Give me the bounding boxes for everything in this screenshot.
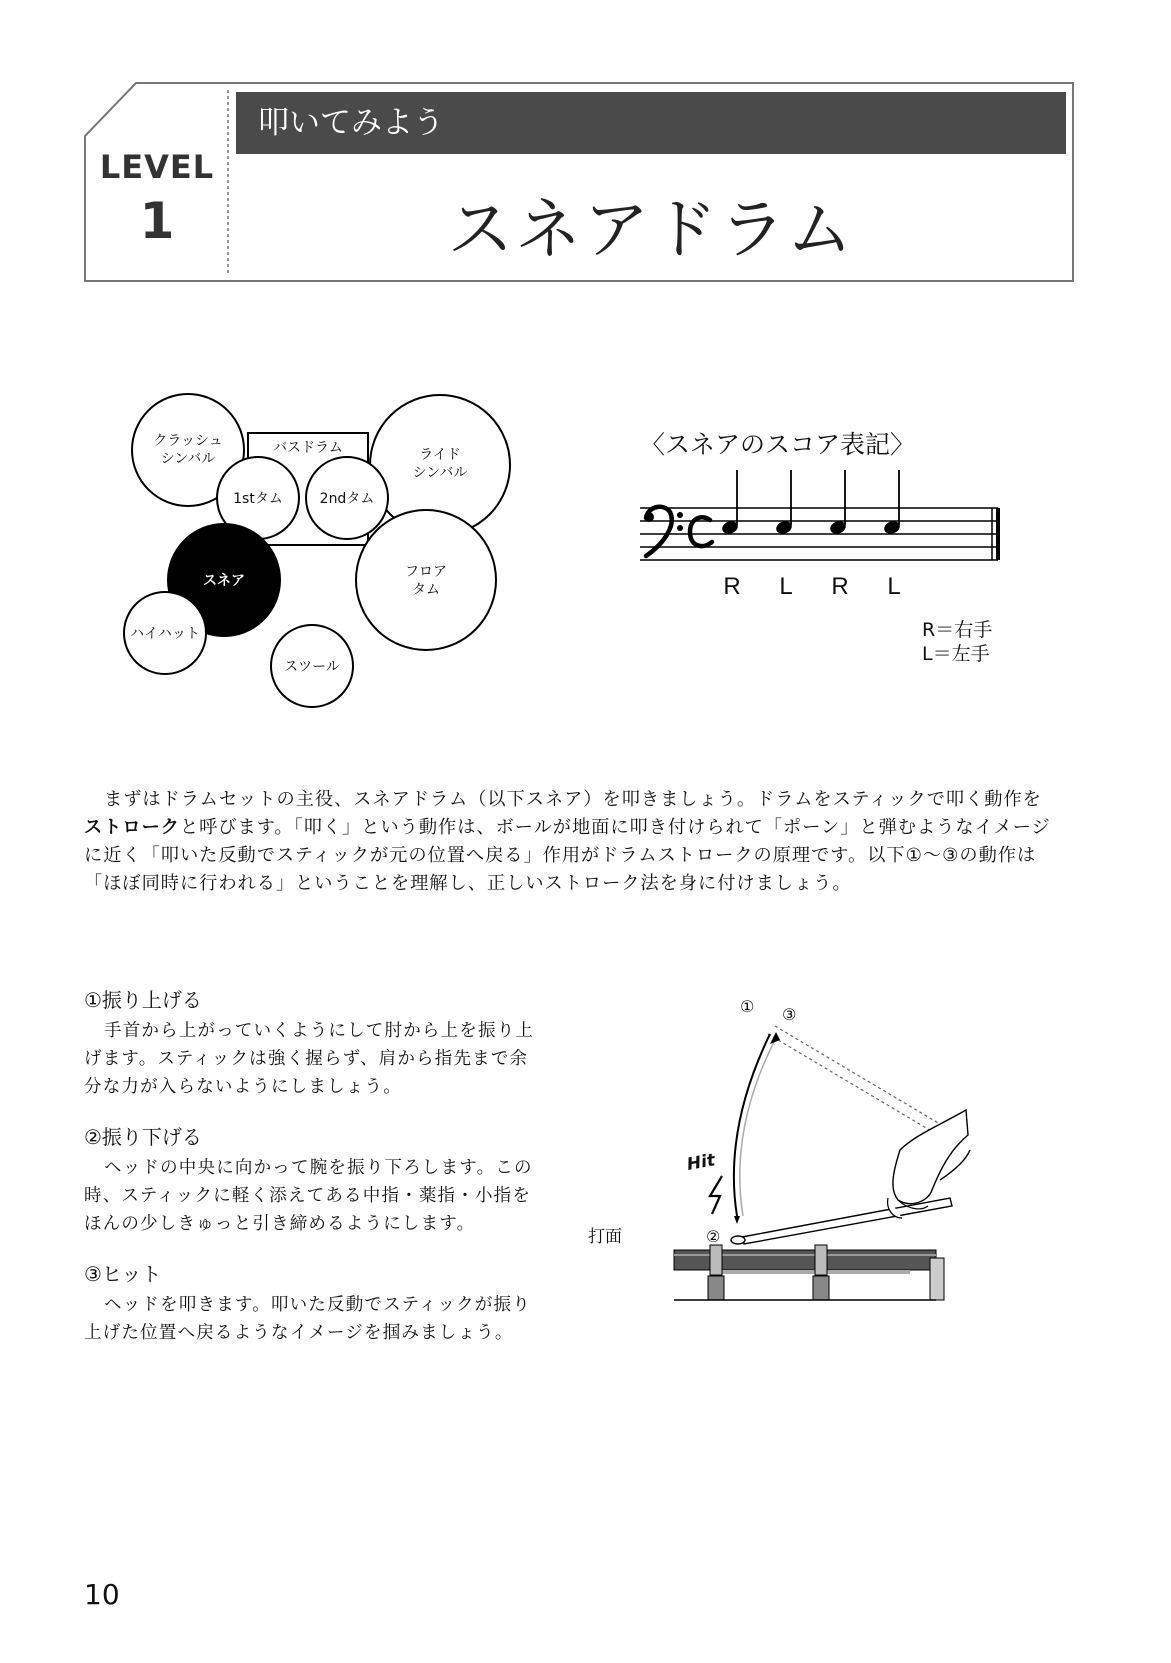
note-1 — [720, 470, 739, 536]
page-number: 10 — [84, 1578, 120, 1611]
sticking-1: R — [723, 573, 741, 600]
intro-bold-term: ストローク — [84, 817, 180, 838]
level-label: LEVEL — [99, 148, 215, 186]
step-hit — [84, 1258, 564, 1347]
intro-paragraph — [84, 786, 1074, 898]
step-text: ヘッドを叩きます。叩いた反動でスティックが振り — [104, 1295, 531, 1315]
crash-label-1: クラッシュ — [153, 433, 223, 449]
crash-label-2: シンバル — [160, 451, 216, 467]
intro-line-2 — [84, 814, 1074, 842]
stool-label: スツール — [284, 659, 340, 675]
subtitle-bar: 叩いてみよう — [236, 92, 1066, 154]
sticking-4: L — [887, 573, 901, 600]
sticking-3: R — [831, 573, 849, 600]
step-text: 時、スティックに軽く添えてある中指・薬指・小指を — [84, 1186, 532, 1206]
intro-line-2-rest: と呼びます。「叩く」という動作は、ボールが地面に叩き付けられて「ポーン」と弾むようなイメージ — [179, 817, 1051, 838]
staff-lines — [640, 508, 998, 560]
floor-tom-label-1: フロア — [405, 564, 447, 580]
raised-stick-icon — [768, 1026, 950, 1138]
snare-drum-side-icon — [674, 1245, 944, 1300]
hit-label: Hit — [685, 1150, 717, 1175]
hihat-label: ハイハット — [130, 626, 200, 642]
note-2 — [774, 470, 793, 536]
ride-label-1: ライド — [419, 447, 461, 463]
snare-score — [640, 470, 1010, 610]
tom2-label: 2ndタム — [319, 491, 375, 507]
page-title: スネアドラム — [447, 191, 855, 268]
surface-label: 打面 — [588, 1227, 622, 1247]
legend-right: R＝右手 — [922, 619, 993, 641]
drum-kit-diagram — [110, 385, 530, 725]
hit-lightning-icon — [710, 1176, 722, 1214]
intro-line-1: まずはドラムセットの主役、スネアドラム（以下スネア）を叩きましょう。ドラムをスティックで叩く動作を — [104, 789, 1042, 810]
snare-label: スネア — [203, 573, 245, 589]
step-heading: ③ヒット — [84, 1262, 162, 1286]
note-4 — [882, 470, 901, 536]
floor-tom-shape — [356, 510, 496, 650]
tom1-label: 1stタム — [233, 491, 283, 507]
ride-label-2: シンバル — [412, 465, 468, 481]
steps-list — [84, 984, 564, 1367]
step-text: 上げた位置へ戻るようなイメージを掴みましょう。 — [84, 1323, 514, 1343]
drumstick-icon — [731, 1198, 952, 1244]
note-3 — [828, 470, 847, 536]
swing-arrow-icon — [734, 1032, 780, 1224]
bass-clef-icon — [644, 507, 683, 556]
step-text: げます。スティックは強く握らず、肩から指先まで余 — [84, 1049, 529, 1069]
step-heading: ①振り上げる — [84, 988, 202, 1012]
step-heading: ②振り下げる — [84, 1125, 202, 1149]
legend-left: L＝左手 — [922, 643, 990, 665]
sticking-2: L — [779, 573, 793, 600]
step-raise — [84, 984, 564, 1101]
level-number: 1 — [139, 192, 175, 250]
step-text: 手首から上がっていくようにして肘から上を振り上 — [104, 1021, 535, 1041]
floor-tom-label-2: タム — [412, 582, 440, 598]
bass-drum-label: バスドラム — [273, 440, 343, 456]
mark-3: ③ — [782, 1005, 797, 1024]
intro-line-3: に近く「叩いた反動でスティックが元の位置へ戻る」作用がドラムストロークの原理です。以下①～③の動作は — [84, 845, 1037, 866]
step-text: 分な力が入らないようにしましょう。 — [84, 1077, 402, 1097]
mark-2: ② — [706, 1227, 721, 1246]
step-text: ほんの少しきゅっと引き締めるようにします。 — [84, 1214, 476, 1234]
step-text: ヘッドの中央に向かって腕を振り下ろします。この — [104, 1158, 533, 1178]
score-title: 〈スネアのスコア表記〉 — [640, 430, 916, 459]
mark-1: ① — [740, 997, 755, 1016]
stroke-illustration — [588, 997, 1030, 1330]
intro-line-4: 「ほぼ同時に行われる」ということを理解し、正しいストローク法を身に付けましょう。 — [84, 873, 852, 894]
step-lower — [84, 1121, 564, 1238]
